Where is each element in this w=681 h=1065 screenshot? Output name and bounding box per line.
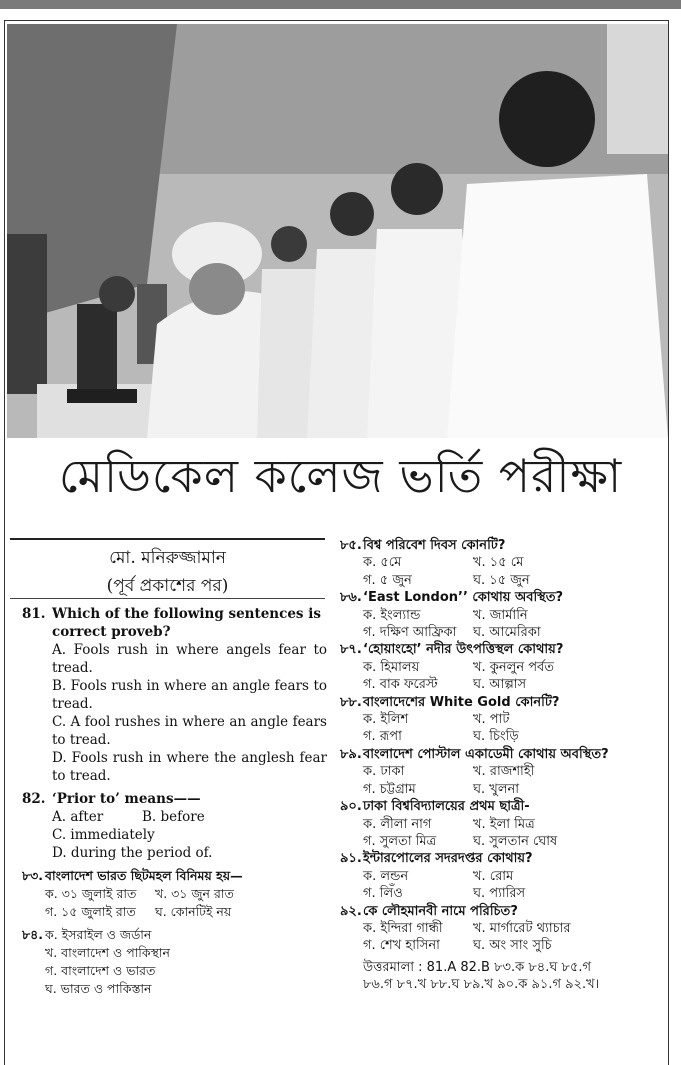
question-number: 81. [22, 606, 46, 622]
option: ঘ. প্যারিস [473, 886, 526, 902]
option: খ. ইলা মিত্র [473, 816, 535, 832]
author-name: মো. মনিরুজ্জামান [109, 548, 226, 568]
question-90 [340, 798, 670, 850]
option: খ. মার্গারেট থ্যাচার [473, 920, 571, 936]
option-row [340, 937, 670, 954]
option: A. after [52, 809, 104, 825]
question-number: ৮৭. [340, 642, 362, 658]
question-86 [340, 589, 670, 641]
option: ঘ. খুলনা [473, 781, 520, 797]
option: খ. কুনলুন পর্বত [473, 659, 555, 675]
option: গ. ১৫ জুলাই রাত [45, 904, 136, 919]
question-number: 82. [22, 791, 46, 807]
option-row [22, 808, 327, 826]
option: খ. রোম [473, 868, 514, 884]
option-row [340, 816, 670, 833]
question-87 [340, 641, 670, 693]
question-number: ৯১. [340, 851, 362, 867]
option: ঘ. আল্পাস [473, 677, 527, 693]
option: গ. চট্টগ্রাম [363, 781, 416, 797]
question-text: বাংলাদেশের White Gold কোনটি? [363, 694, 560, 710]
option-row [340, 659, 670, 676]
option-row [22, 903, 327, 921]
question-number: ৮৬. [340, 590, 362, 606]
question-number: ৮৯. [340, 746, 362, 762]
answer-key-line: ৮৬.গ ৮৭.খ ৮৮.ঘ ৮৯.খ ৯০.ক ৯১.গ ৯২.খ। [363, 977, 600, 993]
question-text: বাংলাদেশ ভারত ছিটমহল বিনিময় হয়— [45, 868, 243, 883]
continued-note: (পূর্ব প্রকাশের পর) [106, 576, 229, 596]
option: গ. রূপা [363, 729, 402, 745]
option: D. during the period of. [52, 845, 213, 861]
option: ক. ৫মে [363, 555, 402, 571]
divider [10, 538, 325, 540]
answer-key [340, 959, 670, 994]
option: খ. পাট [473, 712, 510, 728]
answer-key-line: উত্তরমালা : 81.A 82.B ৮৩.ক ৮৪.ঘ ৮৫.গ [363, 959, 592, 975]
option: C. A fool rushes in where an angle fears to tread. [52, 714, 327, 748]
option-row [340, 920, 670, 937]
question-91 [340, 850, 670, 902]
option-row [340, 676, 670, 693]
option-row [340, 554, 670, 571]
option: খ. জার্মানি [473, 607, 528, 623]
option: C. immediately [52, 827, 155, 843]
question-85 [340, 537, 670, 589]
option-row [340, 711, 670, 728]
option: ক. হিমালয় [363, 659, 420, 675]
option: ঘ. আমেরিকা [473, 625, 541, 641]
divider [10, 598, 325, 599]
option: খ. বাংলাদেশ ও পাকিস্থান [45, 945, 170, 960]
question-81 [22, 605, 327, 785]
option: ঘ. ১৫ জুন [473, 572, 530, 588]
left-column [22, 605, 327, 998]
option: ঘ. চিংড়ি [473, 729, 519, 745]
option: D. Fools rush in where the anglesh fear to tread. [52, 750, 327, 784]
option-row [340, 728, 670, 745]
option-row [340, 763, 670, 780]
option-row [340, 607, 670, 624]
option: ক. ইংল্যান্ড [363, 607, 421, 623]
question-text: ঢাকা বিশ্ববিদ্যালয়ের প্রথম ছাত্রী- [363, 799, 530, 815]
option-row [340, 833, 670, 850]
option: গ. ৫ জুন [363, 572, 412, 588]
option-row [340, 885, 670, 902]
question-number: ৮৫. [340, 538, 362, 553]
option: গ. বাংলাদেশ ও ভারত [45, 963, 156, 978]
option: ঘ. ভারত ও পাকিস্তান [45, 981, 152, 996]
option: ঘ. কোনটিই নয় [155, 904, 232, 919]
question-text: বিশ্ব পরিবেশ দিবস কোনটি? [363, 538, 506, 553]
question-number: ৮৩. [22, 868, 43, 883]
question-82 [22, 790, 327, 862]
option-row [340, 572, 670, 589]
option: ক. ইলিশ [363, 712, 409, 728]
question-number: ৯২. [340, 903, 362, 919]
option: ক. ইসরাইল ও জর্ডান [45, 927, 152, 942]
question-89 [340, 746, 670, 798]
option: গ. লিঁও [363, 886, 403, 902]
question-88 [340, 694, 670, 746]
option: B. before [142, 809, 205, 825]
question-text: ‘East London’’ কোথায় অবস্থিত? [363, 590, 564, 606]
question-number: ৮৮. [340, 694, 362, 710]
option: ক. লন্ডন [363, 868, 409, 884]
option: গ. বাক ফরেস্ট [363, 677, 438, 693]
option-row [340, 868, 670, 885]
option-row [340, 624, 670, 641]
lab-photo [7, 24, 668, 438]
option: খ. ১৫ মে [473, 555, 524, 571]
option: ঘ. সুলতান ঘোষ [473, 833, 558, 849]
question-text: ‘Prior to’ means—— [52, 791, 201, 807]
question-number: ৮৪. [22, 927, 43, 942]
question-text: বাংলাদেশ পোস্টাল একাডেমী কোথায় অবস্থিত? [363, 746, 609, 762]
question-text: Which of the following sentences is correct proveb? [52, 606, 321, 640]
option: গ. শেখ হাসিনা [363, 938, 440, 954]
question-83 [22, 867, 327, 921]
option-row [340, 781, 670, 798]
option: ক. ঢাকা [363, 764, 405, 780]
option: ক. ৩১ জুলাই রাত [45, 886, 137, 901]
question-text: ‘হোয়াংহো’ নদীর উৎপত্তিস্থল কোথায়? [363, 642, 564, 658]
question-number: ৯০. [340, 799, 362, 815]
question-text: কে লৌহমানবী নামে পরিচিত? [363, 903, 518, 919]
option: A. Fools rush in where angels fear to tread. [52, 642, 327, 676]
right-column [340, 537, 670, 994]
photo-illustration [7, 24, 668, 438]
option: ক. ইন্দিরা গান্ধী [363, 920, 443, 936]
option: B. Fools rush in where an angle fears to tread. [52, 678, 327, 712]
question-text: ইন্টারপোলের সদরদপ্তর কোথায়? [363, 851, 533, 867]
option: গ. সুলতা মিত্র [363, 833, 437, 849]
option: ঘ. অং সাং সুচি [473, 938, 552, 954]
headline: মেডিকেল কলেজ ভর্তি পরীক্ষা [58, 449, 623, 503]
option-row [22, 885, 327, 903]
option: খ. ৩১ জুন রাত [155, 886, 234, 901]
question-92 [340, 903, 670, 955]
option: ক. লীলা নাগ [363, 816, 432, 832]
top-rule [0, 0, 681, 9]
question-84 [22, 926, 327, 998]
option: গ. দক্ষিণ আফ্রিকা [363, 625, 457, 641]
option: খ. রাজশাহী [473, 764, 535, 780]
